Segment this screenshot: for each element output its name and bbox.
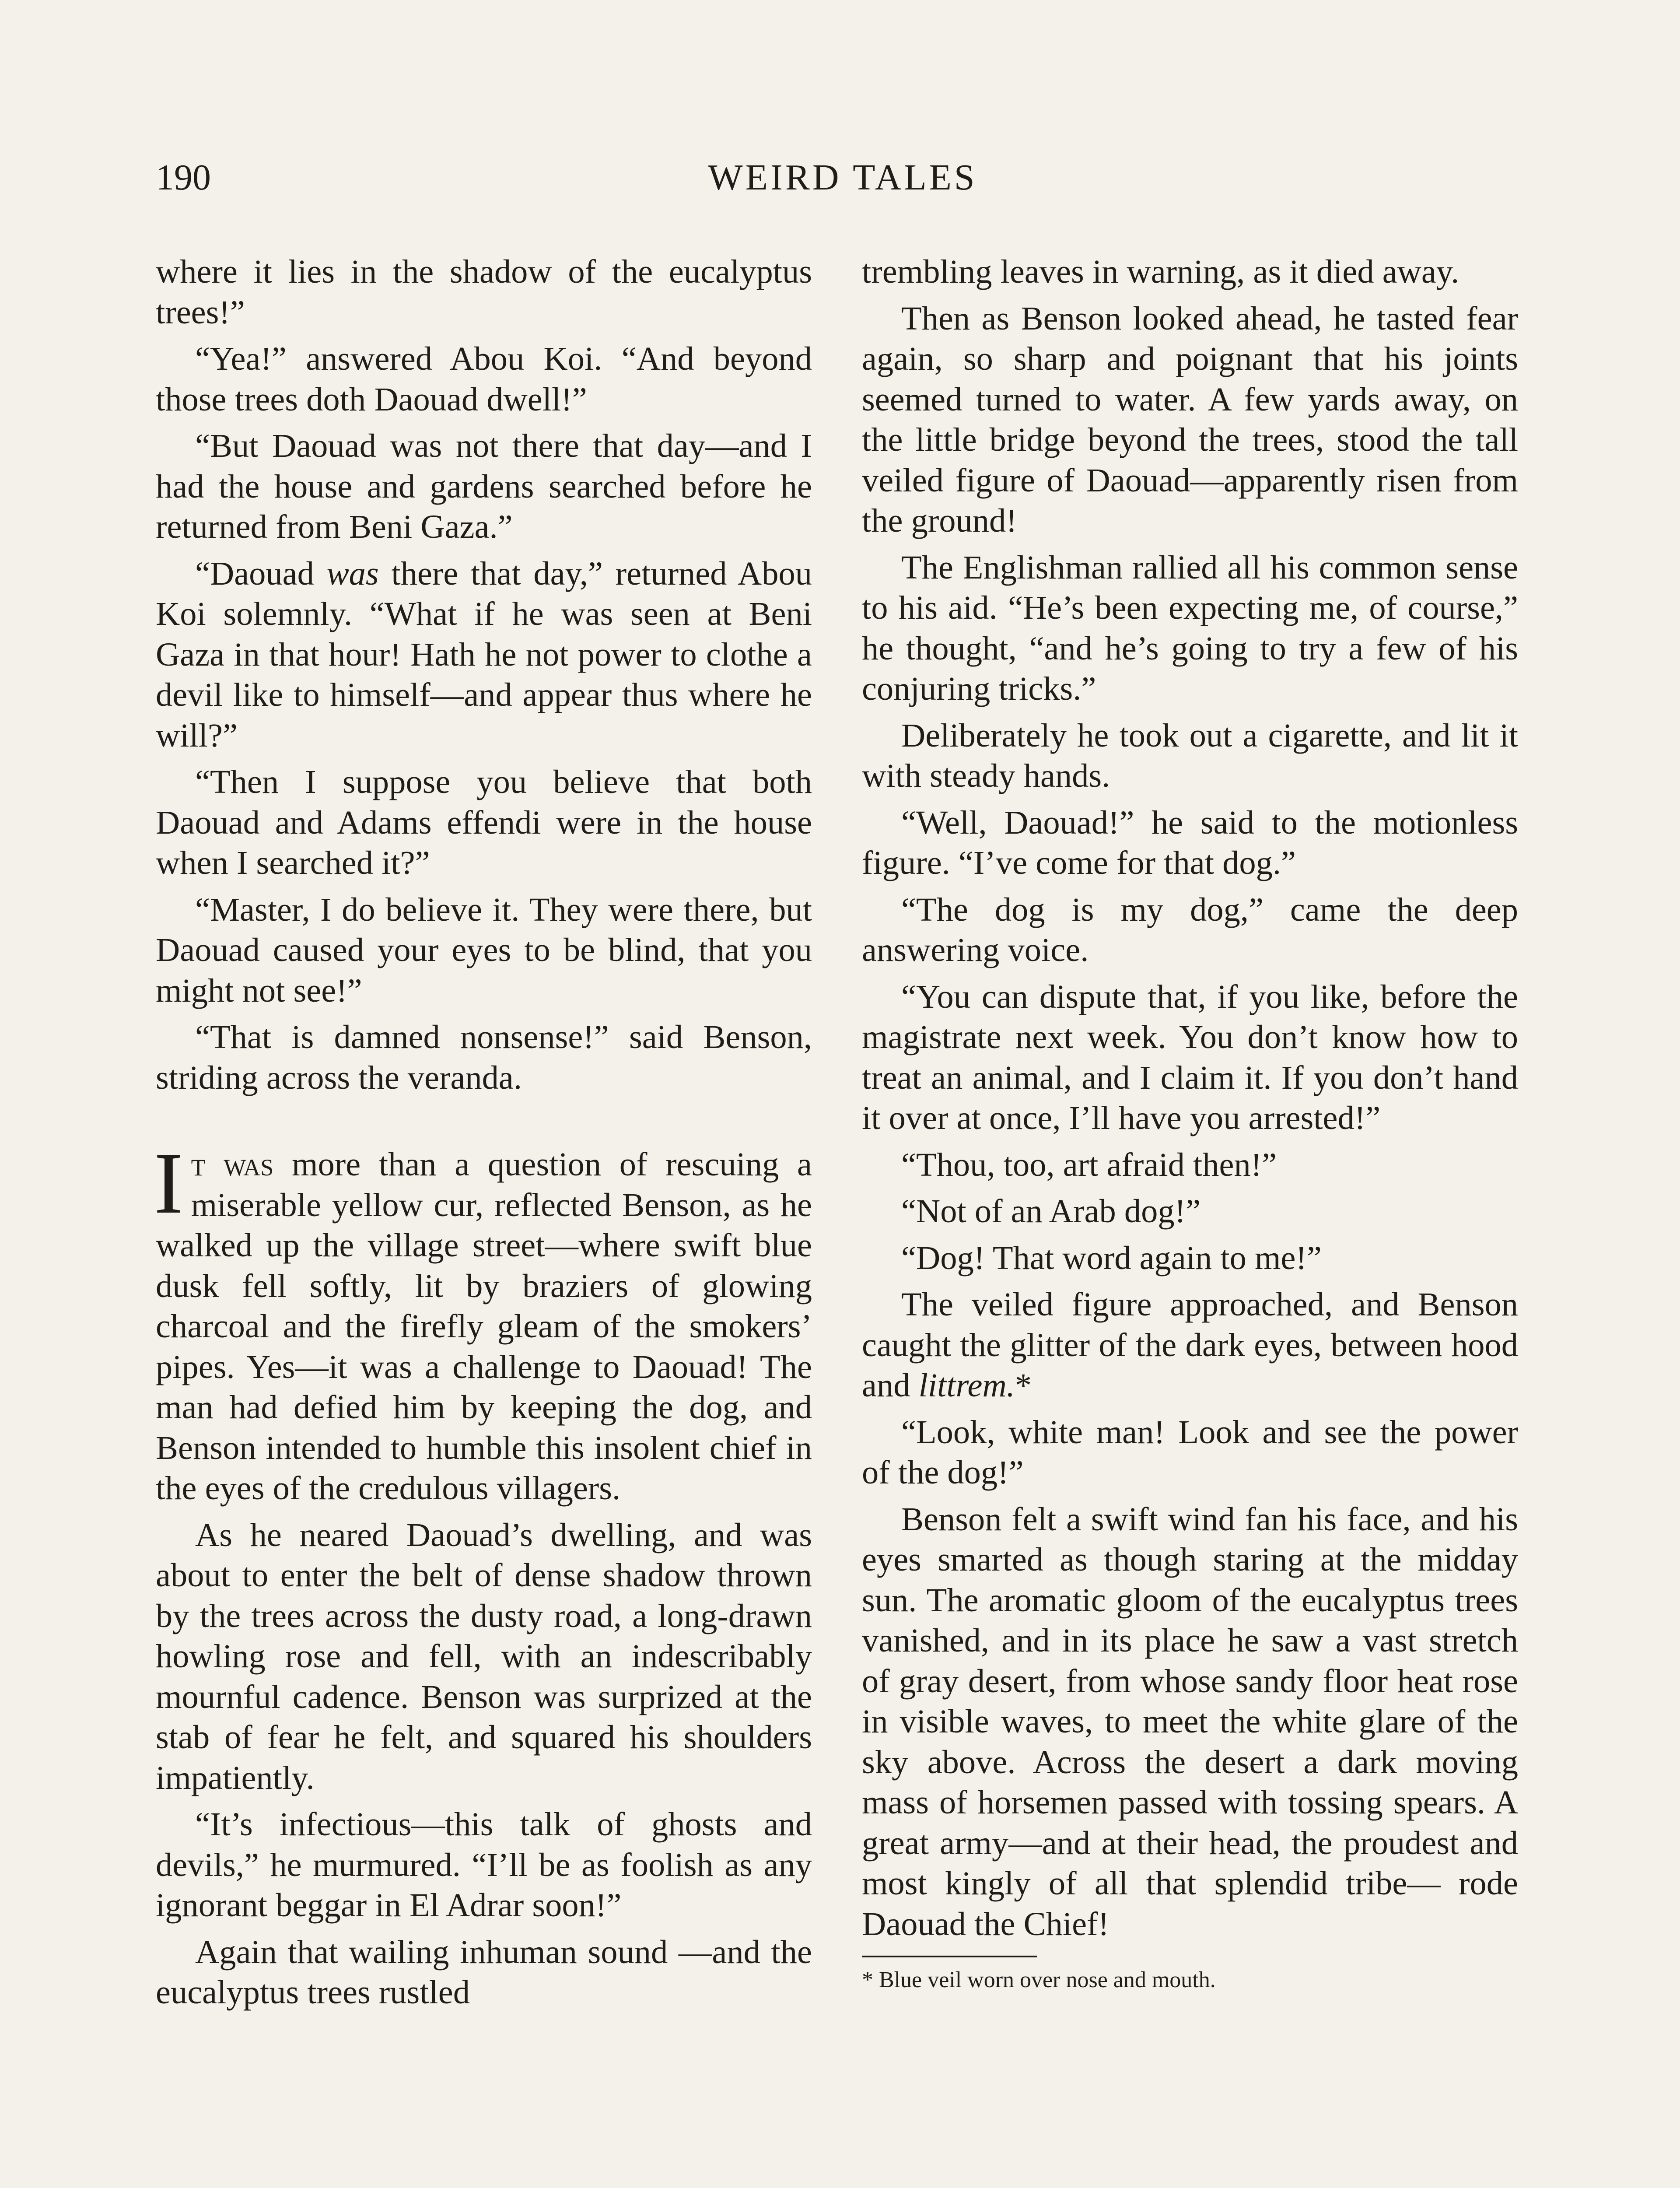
paragraph: “Dog! That word again to me!” [901,1239,1322,1276]
footnote: * Blue veil worn over nose and mouth. [862,1967,1216,1992]
footnote-divider [862,1956,1037,1957]
paragraph: “Master, I do believe it. They were there, but Daouad caused your eyes to be blind, that you might not see!” [156,891,812,1009]
small-caps-text: t was [191,1146,274,1183]
left-column [156,252,812,2019]
paragraph: “Not of an Arab dog!” [901,1192,1201,1230]
page-header [156,156,1530,200]
paragraph: “Thou, too, art afraid then!” [901,1146,1277,1183]
text-run: more than a question of rescuing a miserable yellow cur, reflected Benson, as he walked up the village street—where swift blue dusk fell softly, lit by braziers of glowing charcoal and the firefly gleam of the smokers’ pipes. Yes—it was a challenge to Daouad! The man had defied him by keeping the dog, and Benson intended to humble this insolent chief in the eyes of the credulous villagers. [156,1146,812,1507]
paragraph: Then as Benson looked ahead, he tasted fear again, so sharp and poignant that his joints seemed turned to water. A few yards away, on the little bridge beyond the trees, stood the tall veiled figure of Daouad—apparently risen from the ground! [862,299,1518,539]
text-run: “Daouad [195,554,327,592]
paragraph: As he neared Daouad’s dwelling, and was about to enter the belt of dense shadow thrown by the trees across the dusty road, a long-drawn howling rose and fell, with an indescribably mournful cadence. Benson was surprized at the stab of fear he felt, and squared his shoulders impatiently. [156,1516,812,1796]
running-title: WEIRD TALES [708,157,977,198]
paragraph: “But Daouad was not there that day—and I had the house and gardens searched before he returned from Beni Gaza.” [156,427,812,545]
paragraph: trembling leaves in warning, as it died away. [862,253,1460,290]
paragraph [862,1284,1518,1406]
footnote-marker: * [1015,1367,1032,1404]
paragraph: “Yea!” answered Abou Koi. “And beyond those trees doth Daouad dwell!” [156,340,812,418]
paragraph: “It’s infectious—this talk of ghosts and devils,” he murmured. “I’ll be as foolish as any ignorant beggar in El Adrar soon!” [156,1806,812,1924]
paragraph [156,554,812,756]
paragraph: “Then I suppose you believe that both Daouad and Adams effendi were in the house when I searched it?” [156,763,812,881]
paragraph: Benson felt a swift wind fan his face, and his eyes smarted as though staring at the midday sun. The aromatic gloom of the eucalyptus trees vanished, and in its place he saw a vast stretch of gray desert, from whose sandy floor heat rose in visible waves, to meet the white glare of the sky above. Across the desert a dark moving mass of horsemen passed with tossing spears. A great army—and at their head, the proudest and most kingly of all that splendid tribe— rode Daouad the Chief! [862,1500,1518,1943]
right-column [862,252,1518,2000]
section-break [156,1104,812,1144]
text-run: The veiled figure approached, and Benson caught the glitter of the dark eyes, between hood and [862,1286,1518,1404]
paragraph: where it lies in the shadow of the eucalyptus trees!” [156,253,812,331]
drop-cap: I [154,1135,183,1232]
paragraph: Again that wailing inhuman sound —and the eucalyptus trees rustled [156,1933,812,2011]
text-run: there that day,” returned Abou Koi solemnly. “What if he was seen at Beni Gaza in that hour! Hath he not power to clothe a devil like to himself—and appear thus where he will?” [156,554,812,754]
paragraph: The Englishman rallied all his common sense to his aid. “He’s been expecting me, of course,” he thought, “and he’s going to try a few of his conjuring tricks.” [862,548,1518,707]
paragraph: “You can dispute that, if you like, before the magistrate next week. You don’t know how to treat an animal, and I claim it. If you don’t hand it over at once, I’ll have you arrested!” [862,978,1518,1136]
paragraph: “Look, white man! Look and see the power of the dog!” [862,1413,1518,1491]
page-number: 190 [156,157,211,198]
paragraph: Deliberately he took out a cigarette, and lit it with steady hands. [862,716,1518,794]
italic-text: was [326,554,379,592]
paragraph: “That is damned nonsense!” said Benson, striding across the veranda. [156,1018,812,1096]
paragraph: “The dog is my dog,” came the deep answering voice. [862,891,1518,968]
paragraph [154,1135,812,1509]
italic-text: littrem. [918,1367,1015,1404]
paragraph: “Well, Daouad!” he said to the motionless figure. “I’ve come for that dog.” [862,803,1518,881]
